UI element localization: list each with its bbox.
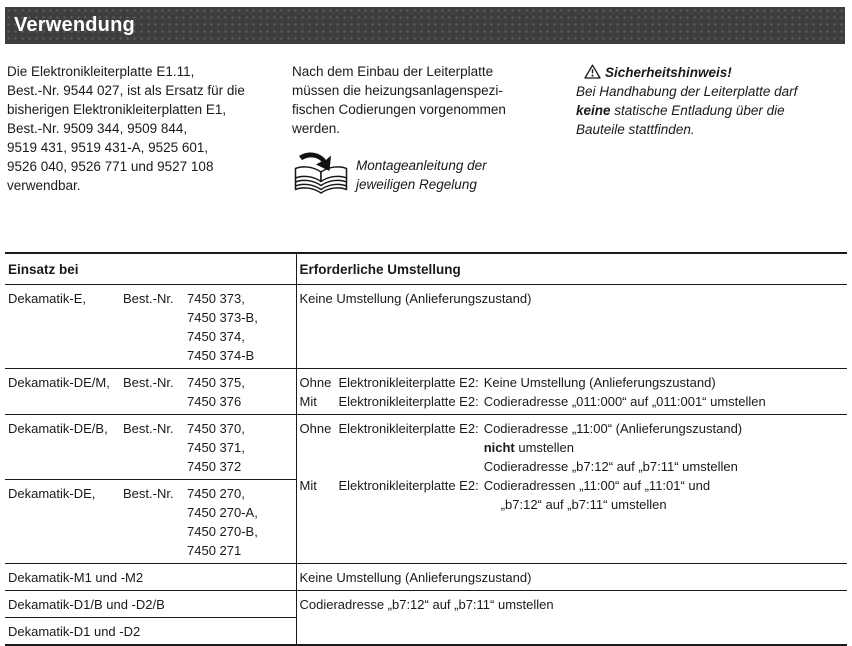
text-line: 9526 040, 9526 771 und 9527 108: [7, 159, 214, 174]
prefix: Mit: [299, 478, 317, 493]
device-cell: Dekamatik-M1 und -M2: [5, 564, 296, 591]
device-cell: Dekamatik-D1/B und -D2/B: [5, 591, 296, 618]
col-header-erforderliche-umstellung: Erforderliche Umstellung: [299, 262, 461, 277]
table-row-dekamatik-d1b-d2b: [5, 591, 847, 618]
conversion-cell: [296, 369, 847, 415]
col-header-einsatz-bei: Einsatz bei: [5, 253, 296, 285]
board-label: Elektronikleiterplatte E2:: [338, 421, 479, 436]
device-name: Dekamatik-DE/B,: [8, 421, 108, 436]
warning-triangle-icon: [584, 64, 601, 79]
safety-body: [576, 82, 850, 139]
prefix: Mit: [299, 394, 317, 409]
conversion-entry-ohne: [300, 419, 844, 476]
conversion-entry-ohne: [300, 373, 844, 392]
conversion-text: Keine Umstellung (Anlieferungszustand): [483, 375, 716, 390]
page-title: Verwendung: [14, 14, 135, 36]
bestnr-label: Best.-Nr.: [123, 421, 174, 436]
conversion-cell-merged: [296, 415, 847, 564]
text-line: keine statische Entladung über die: [576, 103, 785, 118]
device-name: Dekamatik-E,: [8, 291, 87, 306]
text-line: jeweiligen Regelung: [356, 177, 477, 192]
open-book-arrow-icon: [292, 151, 350, 199]
section-header-bar: [5, 7, 845, 44]
safety-heading: [576, 62, 850, 82]
table-header-row: [5, 253, 847, 285]
conversion-text: Codieradresse „011:000“ auf „011:001“ umstellen: [483, 394, 766, 409]
bestnr-label: Best.-Nr.: [123, 375, 174, 390]
device-cell: [5, 369, 296, 415]
safety-note: [576, 62, 850, 139]
device-cell: [5, 480, 296, 564]
conversion-entry-mit: [300, 476, 844, 514]
part-numbers: 7450 375, 7450 376: [187, 375, 245, 409]
usage-table: [5, 252, 847, 646]
table-row-dekamatik-m1-m2: [5, 564, 847, 591]
board-label: Elektronikleiterplatte E2:: [338, 394, 479, 409]
board-label: Elektronikleiterplatte E2:: [338, 478, 479, 493]
text-line: müssen die heizungsanlagenspezi-: [292, 83, 503, 98]
device-cell: [5, 415, 296, 480]
conversion-cell-merged: Codieradresse „b7:12“ auf „b7:11“ umstellen: [296, 591, 847, 646]
text-line: verwendbar.: [7, 178, 81, 193]
bestnr-label: Best.-Nr.: [123, 291, 174, 306]
safety-heading-text: Sicherheitshinweis!: [605, 65, 732, 80]
text-line: Die Elektronikleiterplatte E1.11,: [7, 64, 195, 79]
part-numbers: 7450 270, 7450 270-A, 7450 270-B, 7450 271: [187, 486, 258, 558]
conversion-cell: Keine Umstellung (Anlieferungszustand): [296, 564, 847, 591]
intro-paragraph-replacement-info: [7, 62, 287, 195]
intro-paragraph-coding-info: [292, 62, 562, 199]
text-line: Best.-Nr. 9544 027, ist als Ersatz für die: [7, 83, 245, 98]
text-line: fischen Codierungen vorgenommen: [292, 102, 506, 117]
conversion-cell: Keine Umstellung (Anlieferungszustand): [296, 285, 847, 369]
safety-bold-word: keine: [576, 103, 611, 118]
text-line: Nach dem Einbau der Leiterplatte: [292, 64, 494, 79]
table-row-dekamatik-de-b: [5, 415, 847, 480]
device-cell: Dekamatik-D1 und -D2: [5, 618, 296, 646]
part-numbers: 7450 373, 7450 373-B, 7450 374, 7450 374-B: [187, 291, 258, 363]
text-line: Bauteile stattfinden.: [576, 122, 695, 137]
manual-reference-note: [292, 151, 562, 199]
prefix: Ohne: [299, 375, 332, 390]
device-name: Dekamatik-DE,: [8, 486, 96, 501]
device-name: Dekamatik-DE/M,: [8, 375, 110, 390]
text-line: Bei Handhabung der Leiterplatte darf: [576, 84, 798, 99]
manual-reference-text: [356, 156, 487, 194]
part-numbers: 7450 370, 7450 371, 7450 372: [187, 421, 245, 474]
text-line: Montageanleitung der: [356, 158, 487, 173]
conversion-text: Codieradressen „11:00“ auf „11:01“ und „b7:12“ auf „b7:11“ umstellen: [483, 478, 711, 512]
device-cell: [5, 285, 296, 369]
bold-word-nicht: nicht: [483, 440, 515, 455]
table-row-dekamatik-e: [5, 285, 847, 369]
conversion-entry-mit: [300, 392, 844, 411]
bestnr-label: Best.-Nr.: [123, 486, 174, 501]
text-line: Best.-Nr. 9509 344, 9509 844,: [7, 121, 188, 136]
text-line: 9519 431, 9519 431-A, 9525 601,: [7, 140, 209, 155]
conversion-text: Codieradresse „11:00“ (Anlieferungszustand) nicht umstellen Codieradresse „b7:12“ auf „b7:11“ umstellen: [483, 421, 743, 474]
board-label: Elektronikleiterplatte E2:: [338, 375, 479, 390]
table-row-dekamatik-de-m: [5, 369, 847, 415]
text-line: werden.: [292, 121, 341, 136]
text-line: bisherigen Elektronikleiterplatten E1,: [7, 102, 227, 117]
prefix: Ohne: [299, 421, 332, 436]
